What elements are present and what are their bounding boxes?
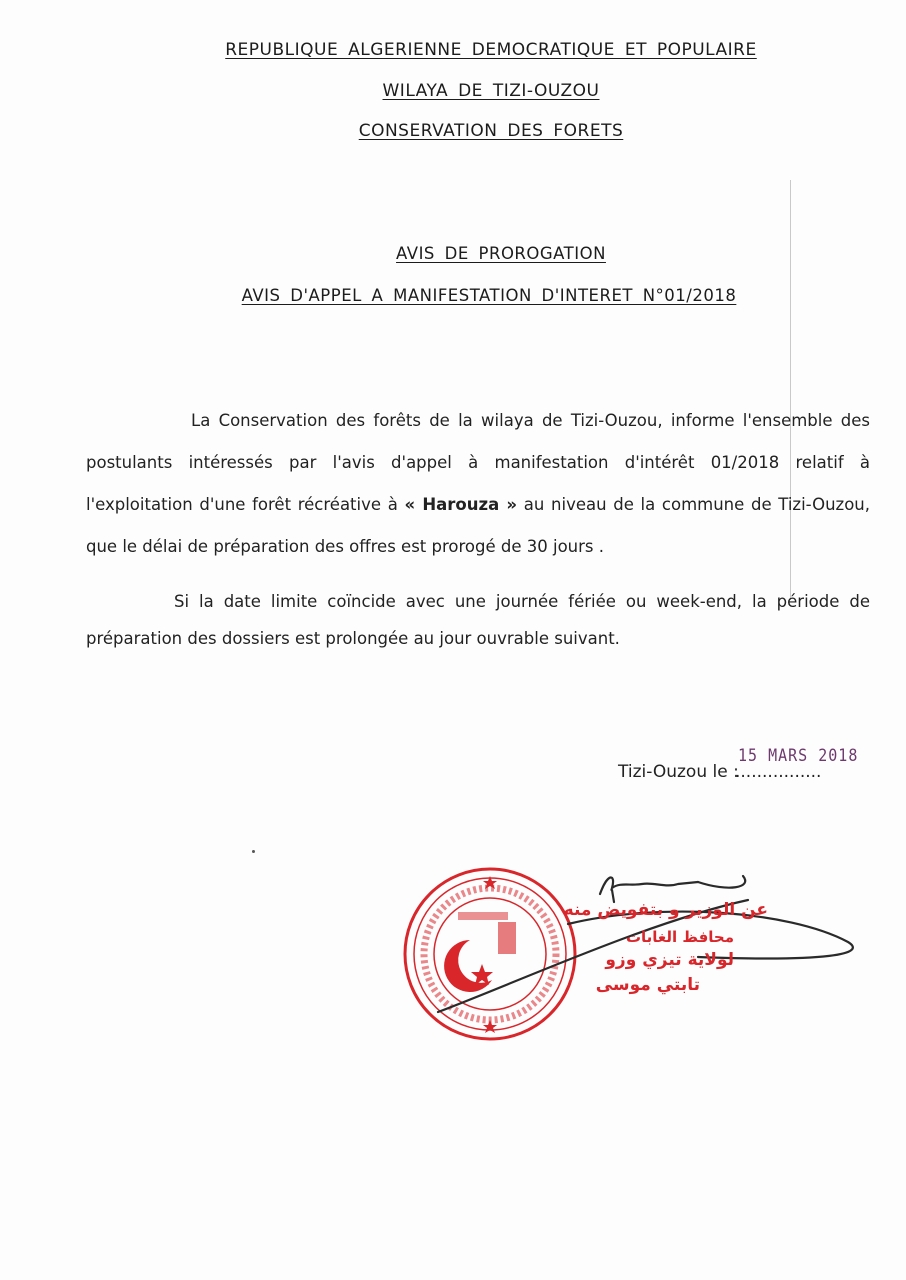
- header-republic: REPUBLIQUE ALGERIENNE DEMOCRATIQUE ET POPULAIRE: [225, 40, 757, 60]
- paragraph-main-part1: La Conservation des forêts de la wilaya de Tizi-Ouzou, informe l'ensemble des postulants intéressés par l'avis d'appel à manifestation d'intérêt 01/2018 relatif à l'exploitation d'une forêt récréative à: [86, 411, 870, 514]
- dateline-dots: ................: [735, 762, 822, 782]
- title-prorogation: AVIS DE PROROGATION: [396, 244, 606, 263]
- header-conservation: CONSERVATION DES FORETS: [358, 121, 624, 141]
- header-wilaya: WILAYA DE TIZI-OUZOU: [382, 81, 600, 101]
- ink-speck: [252, 850, 255, 853]
- signature-arabic-line1: عن الوزير و بتفويض منه: [563, 900, 768, 920]
- signature-arabic-line4: تابتي موسى: [595, 975, 700, 995]
- signature-block: [398, 862, 868, 1062]
- title-appel: AVIS D'APPEL A MANIFESTATION D'INTERET N°01/2018: [241, 286, 737, 305]
- paragraph-main-part2: au niveau de la commune de Tizi-Ouzou, que le délai de préparation des offres est prorogé de 30 jours .: [86, 495, 870, 556]
- paragraph-deadline: Si la date limite coïncide avec une journée fériée ou week-end, la période de préparation des dossiers est prolongée au jour ouvrable suivant.: [86, 592, 870, 648]
- paragraph-main-harouza: « Harouza »: [404, 495, 518, 514]
- date-stamp: 15 MARS 2018: [738, 744, 859, 766]
- dateline-place: Tizi-Ouzou le :: [618, 762, 739, 782]
- signature-arabic-line3: لولاية تيزي وزو: [605, 950, 734, 970]
- signature-arabic-line2: محافظ الغابات: [625, 928, 734, 946]
- paragraph-main: [86, 400, 870, 568]
